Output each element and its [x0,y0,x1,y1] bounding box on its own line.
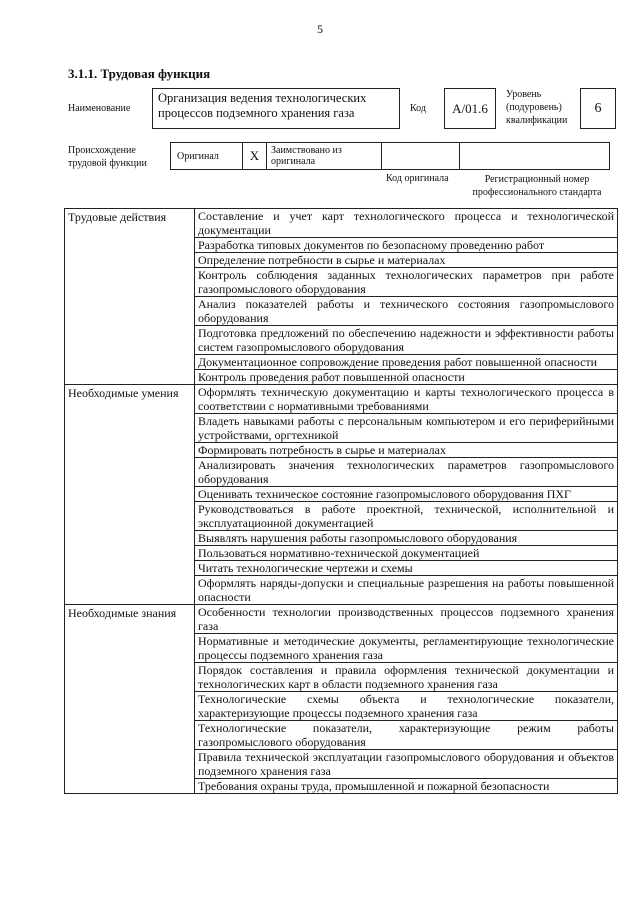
function-details-body [65,209,618,794]
reg-number-cell [460,143,609,169]
labor-actions-item: Документационное сопровождение проведения работ повышенной опасности [195,355,618,370]
required-skills-item: Читать технологические чертежи и схемы [195,561,618,576]
section-title: 3.1.1. Трудовая функция [68,66,211,81]
required-knowledge-item: Особенности технологии производственных процессов подземного хранения газа [195,605,618,634]
required-skills-item: Оценивать техническое состояние газопромыслового оборудования ПХГ [195,487,618,502]
required-skills-item: Оформлять техническую документацию и карты технологического процесса в соответствии с нормативными требованиями [195,385,618,414]
labor-actions-item: Контроль соблюдения заданных технологических параметров при работе газопромыслового оборудования [195,268,618,297]
required-skills-item: Выявлять нарушения работы газопромыслового оборудования [195,531,618,546]
original-mark: X [243,143,267,169]
labor-actions-item: Контроль проведения работ повышенной опасности [195,370,618,385]
level-label-line-3: квалификации [506,115,568,126]
function-name-value: Организация ведения технологических процессов подземного хранения газа [158,91,367,120]
labor-actions-title: Трудовые действия [65,209,195,385]
code-original-cell [382,143,460,169]
required-skills-item: Руководствоваться в работе проектной, технической, исполнительной и эксплуатационной документацией [195,502,618,531]
table-row [65,209,618,238]
reg-number-caption [462,173,612,199]
required-knowledge-item: Требования охраны труда, промышленной и пожарной безопасности [195,779,618,794]
code-box [444,88,496,129]
reg-number-caption-line-2: профессионального стандарта [472,187,602,198]
required-skills-item: Формировать потребность в сырье и материалах [195,443,618,458]
required-knowledge-item: Порядок составления и правила оформления технической документации и технологических карт в области подземного хранения газа [195,663,618,692]
origin-label [68,144,147,170]
level-box [580,88,616,129]
table-row [65,385,618,414]
borrowed-label: Заимствовано из оригинала [267,143,382,169]
level-value: 6 [594,101,602,116]
function-name-box [152,88,400,129]
required-skills-item: Анализировать значения технологических параметров газопромыслового оборудования [195,458,618,487]
labor-actions-item: Определение потребности в сырье и материалах [195,253,618,268]
origin-label-line-2: трудовой функции [68,158,147,169]
required-skills-item: Оформлять наряды-допуски и специальные разрешения на работы повышенной опасности [195,576,618,605]
function-details-table [64,208,618,794]
required-skills-item: Пользоваться нормативно-технической документацией [195,546,618,561]
level-label [506,88,578,127]
table-row [65,605,618,634]
required-knowledge-item: Технологические показатели, характеризующие режим работы газопромыслового оборудования [195,721,618,750]
required-knowledge-item: Нормативные и методические документы, регламентирующие технологические процессы подземного хранения газа [195,634,618,663]
code-value: A/01.6 [452,101,488,116]
level-label-line-2: (подуровень) [506,102,562,113]
required-knowledge-title: Необходимые знания [65,605,195,794]
required-skills-item: Владеть навыками работы с персональным компьютером и его периферийными устройствами, оргтехникой [195,414,618,443]
origin-table [170,142,610,170]
required-knowledge-item: Правила технической эксплуатации газопромыслового оборудования и объектов подземного хранения газа [195,750,618,779]
labor-actions-item: Анализ показателей работы и технического состояния газопромыслового оборудования [195,297,618,326]
name-label: Наименование [68,103,131,114]
labor-actions-item: Составление и учет карт технологического процесса и технологической документации [195,209,618,238]
code-label: Код [410,103,426,114]
required-knowledge-item: Технологические схемы объекта и технологические показатели, характеризующие процессы подземного хранения газа [195,692,618,721]
labor-actions-item: Подготовка предложений по обеспечению надежности и эффективности работы систем газопромыслового оборудования [195,326,618,355]
code-original-caption: Код оригинала [386,173,449,184]
level-label-line-1: Уровень [506,89,542,100]
required-skills-title: Необходимые умения [65,385,195,605]
reg-number-caption-line-1: Регистрационный номер [484,174,590,185]
page-number: 5 [317,22,323,36]
labor-actions-item: Разработка типовых документов по безопасному проведению работ [195,238,618,253]
original-label: Оригинал [171,143,243,169]
origin-label-line-1: Происхождение [68,145,136,156]
